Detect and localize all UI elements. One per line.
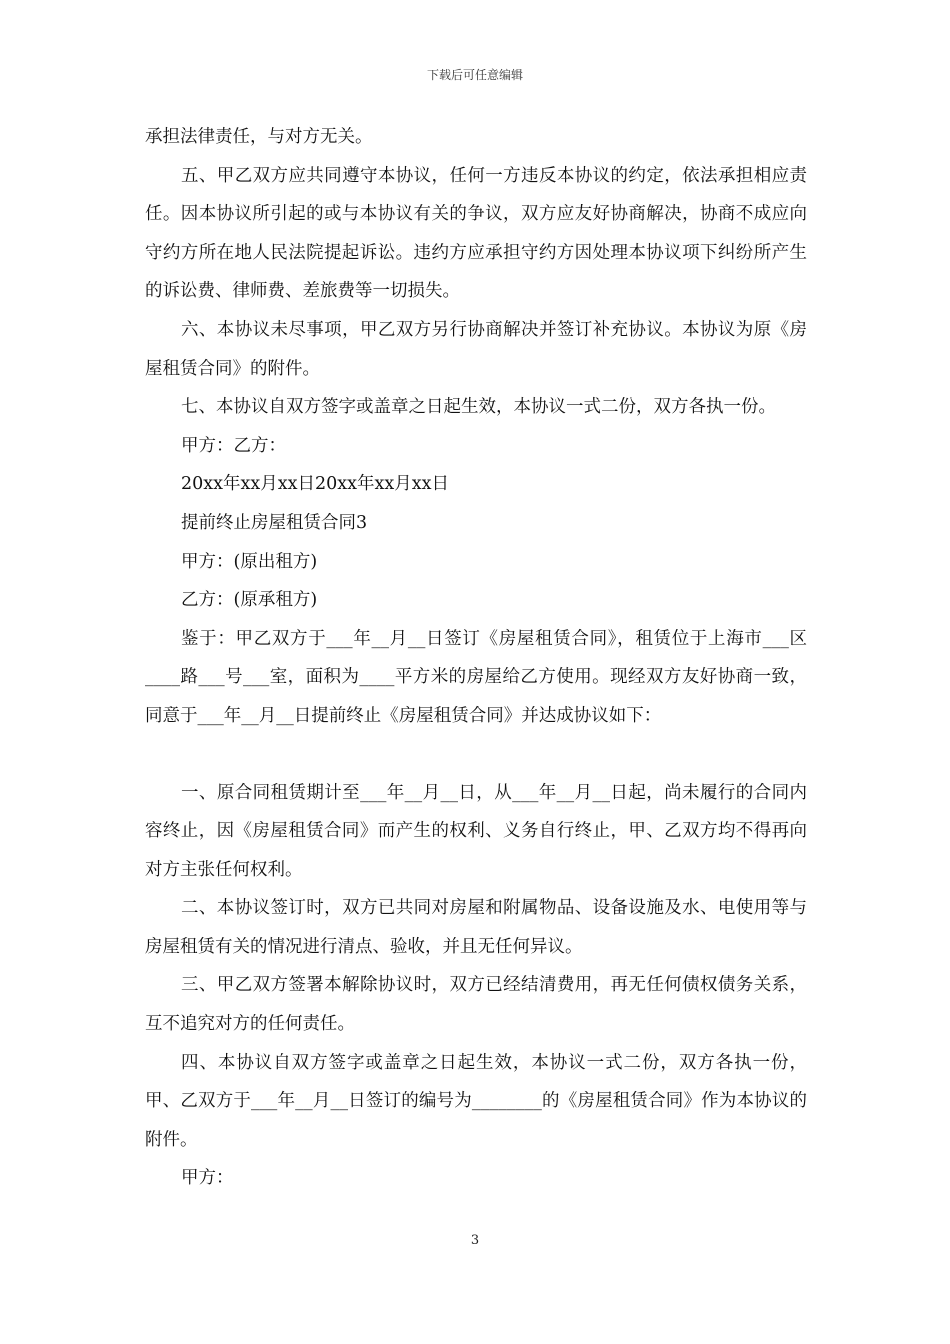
party-b: 乙方：(原承租方) [181, 590, 318, 611]
clause-6: 六、本协议未尽事项，甲乙双方另行协商解决并签订补充协议。本协议为原《房屋租赁合同》的附件。 [145, 319, 807, 379]
party-a: 甲方：(原出租方) [181, 551, 318, 572]
document-body [145, 118, 807, 1198]
signature-parties: 甲方：乙方： [181, 435, 286, 456]
page-header: 下载后可任意编辑 [426, 68, 523, 82]
signature-party-a: 甲方： [181, 1168, 234, 1189]
clause-3: 三、甲乙双方签署本解除协议时，双方已经结清费用，再无任何债权债务关系，互不追究对方的任何责任。 [145, 975, 807, 1035]
clause-7: 七、本协议自双方签字或盖章之日起生效，本协议一式二份，双方各执一份。 [181, 397, 776, 418]
clause-1: 一、原合同租赁期计至___年__月__日，从___年__月__日起，尚未履行的合同内容终止，因《房屋租赁合同》而产生的权利、义务自行终止，甲、乙双方均不得再向对方主张任何权利。 [145, 782, 807, 880]
section-title: 提前终止房屋租赁合同3 [181, 512, 368, 533]
signature-dates: 20xx年xx月xx日20xx年xx月xx日 [181, 474, 449, 495]
paragraph-continuation: 承担法律责任，与对方无关。 [145, 127, 373, 147]
blank-line [145, 736, 807, 774]
clause-5: 五、甲乙双方应共同遵守本协议，任何一方违反本协议的约定，依法承担相应责任。因本协议所引起的或与本协议有关的争议，双方应友好协商解决，协商不成应向守约方所在地人民法院提起诉讼。违约方应承担守约方因处理本协议项下纠纷所产生的诉讼费、律师费、差旅费等一切损失。 [145, 165, 807, 302]
clause-4: 四、本协议自双方签字或盖章之日起生效，本协议一式二份，双方各执一份，甲、乙双方于___年__月__日签订的编号为________的《房屋租赁合同》作为本协议的附件。 [145, 1052, 807, 1150]
clause-2: 二、本协议签订时，双方已共同对房屋和附属物品、设备设施及水、电使用等与房屋租赁有关的情况进行清点、验收，并且无任何异议。 [145, 898, 807, 957]
recital: 鉴于：甲乙双方于___年__月__日签订《房屋租赁合同》，租赁位于上海市___区____路___号___室，面积为____平方米的房屋给乙方使用。现经双方友好协商一致，同意于___年__月__日提前终止《房屋租赁合同》并达成协议如下： [145, 628, 807, 726]
page-number: 3 [470, 1233, 480, 1248]
